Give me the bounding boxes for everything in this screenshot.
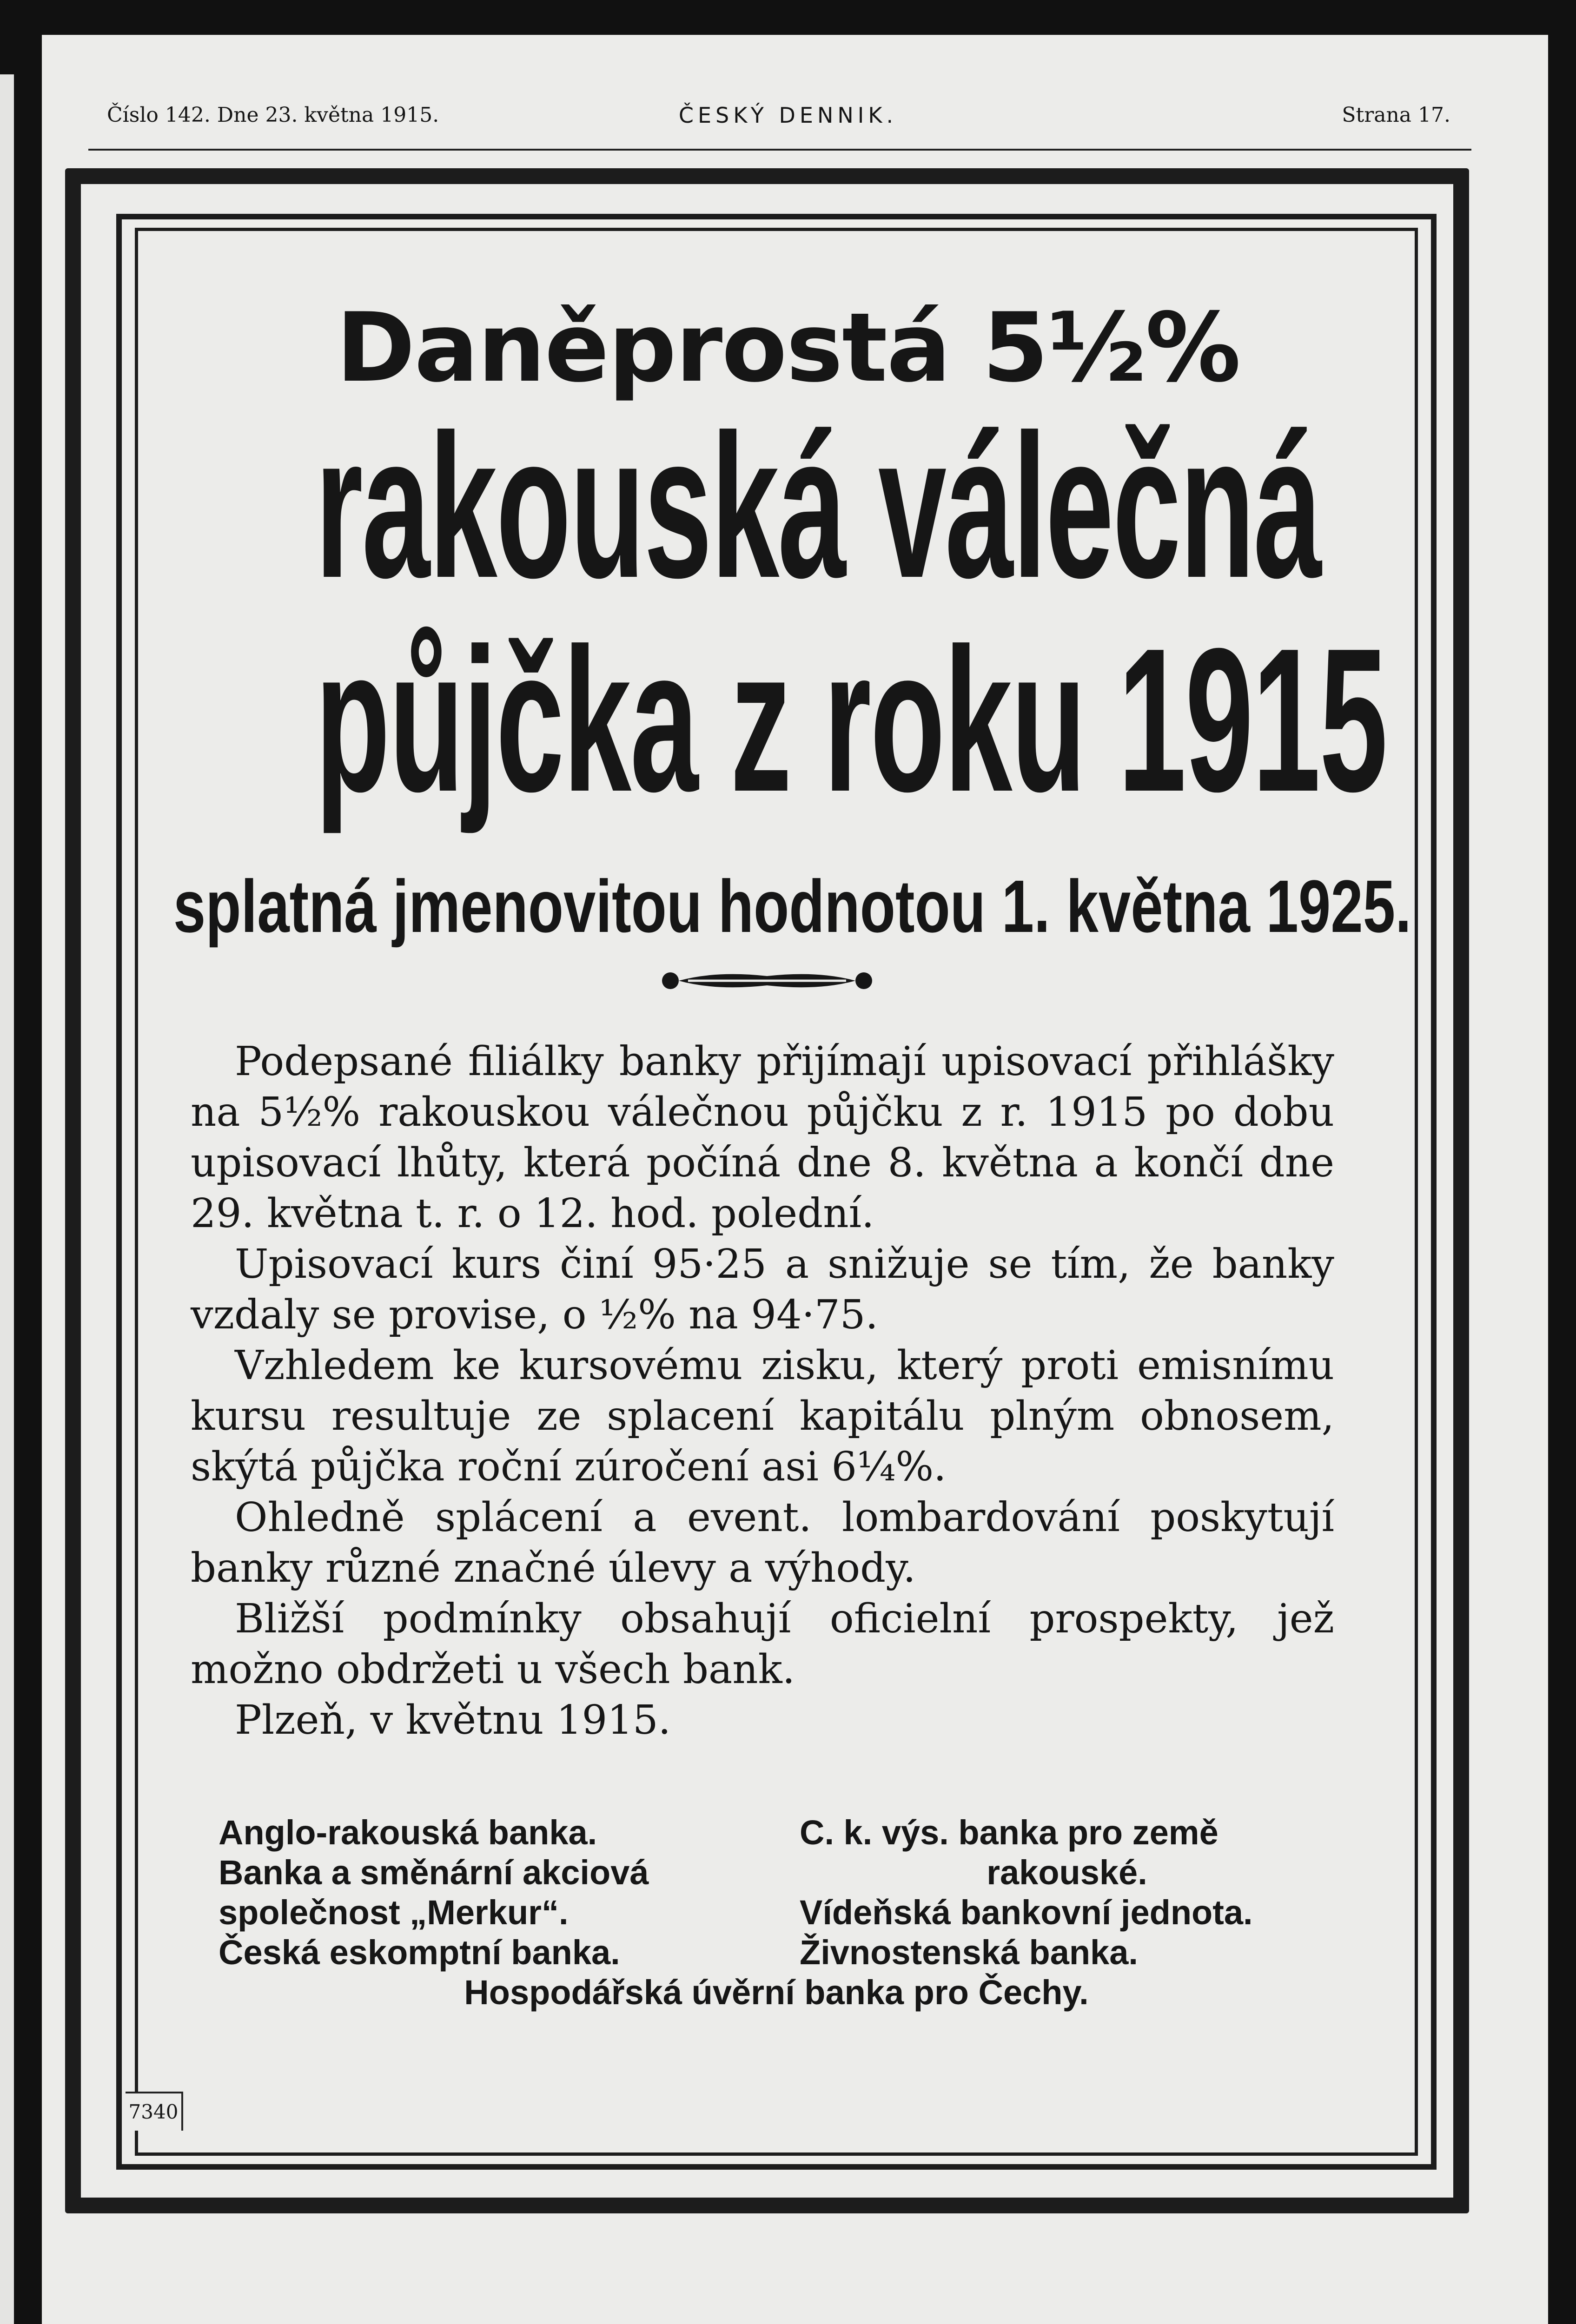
headline-line-2: rakouská válečná: [315, 392, 1321, 621]
bank-name: Anglo-rakouská banka.: [219, 1813, 597, 1852]
ad-body: [191, 1037, 1334, 1746]
bank-name: rakouské.: [987, 1853, 1147, 1892]
body-paragraph: Ohledně splácení a event. lombardování poskytují banky různé značné úlevy a výhody.: [191, 1494, 1334, 1591]
ad-number: 7340: [126, 2092, 183, 2131]
page-number: Strana 17.: [1342, 103, 1450, 127]
page-edge: [0, 74, 14, 2324]
headline-line-4: splatná jmenovitou hodnotou 1. května 1925.: [173, 865, 1411, 948]
body-paragraph: Bližší podmínky obsahují oficielní prospekty, jež možno obdržeti u všech bank.: [191, 1596, 1334, 1693]
headline-line-1: Daněprostá 5½%: [336, 293, 1240, 403]
bank-name: Vídeňská bankovní jednota.: [800, 1893, 1253, 1932]
header-rule: [88, 149, 1471, 151]
ornament-divider: [660, 962, 874, 999]
body-paragraph: Upisovací kurs činí 95·25 a snižuje se tím, že banky vzdaly se provise, o ½% na 94·75.: [191, 1241, 1334, 1338]
place-date: Plzeň, v květnu 1915.: [235, 1697, 671, 1743]
bank-name: Živnostenská banka.: [800, 1933, 1138, 1972]
headline-line-3: půjčka z roku 1915: [315, 606, 1387, 834]
bank-name: Česká eskomptní banka.: [219, 1933, 620, 1972]
body-paragraph: Podepsané filiálky banky přijímají upisovací přihlášky na 5½% rakouskou válečnou půjčku z r. 1915 po dobu upisovací lhůty, která počíná dne 8. května a končí dne 29. května t. r. o 12. hod. polední.: [191, 1038, 1334, 1237]
bank-name: společnost „Merkur“.: [219, 1893, 569, 1932]
bank-signatures: [219, 1813, 1334, 2013]
bank-name: C. k. výs. banka pro země: [800, 1813, 1218, 1852]
bank-name: Banka a směnární akciová: [219, 1853, 649, 1892]
newspaper-title: ČESKÝ DENNIK.: [678, 103, 898, 128]
issue-info: Číslo 142. Dne 23. května 1915.: [107, 103, 439, 127]
bank-name: Hospodářská úvěrní banka pro Čechy.: [464, 1973, 1089, 2012]
body-paragraph: Vzhledem ke kursovému zisku, který proti emisnímu kursu resultuje ze splacení kapitálu plným obnosem, skýtá půjčka roční zúročení asi 6¼%.: [191, 1342, 1334, 1490]
